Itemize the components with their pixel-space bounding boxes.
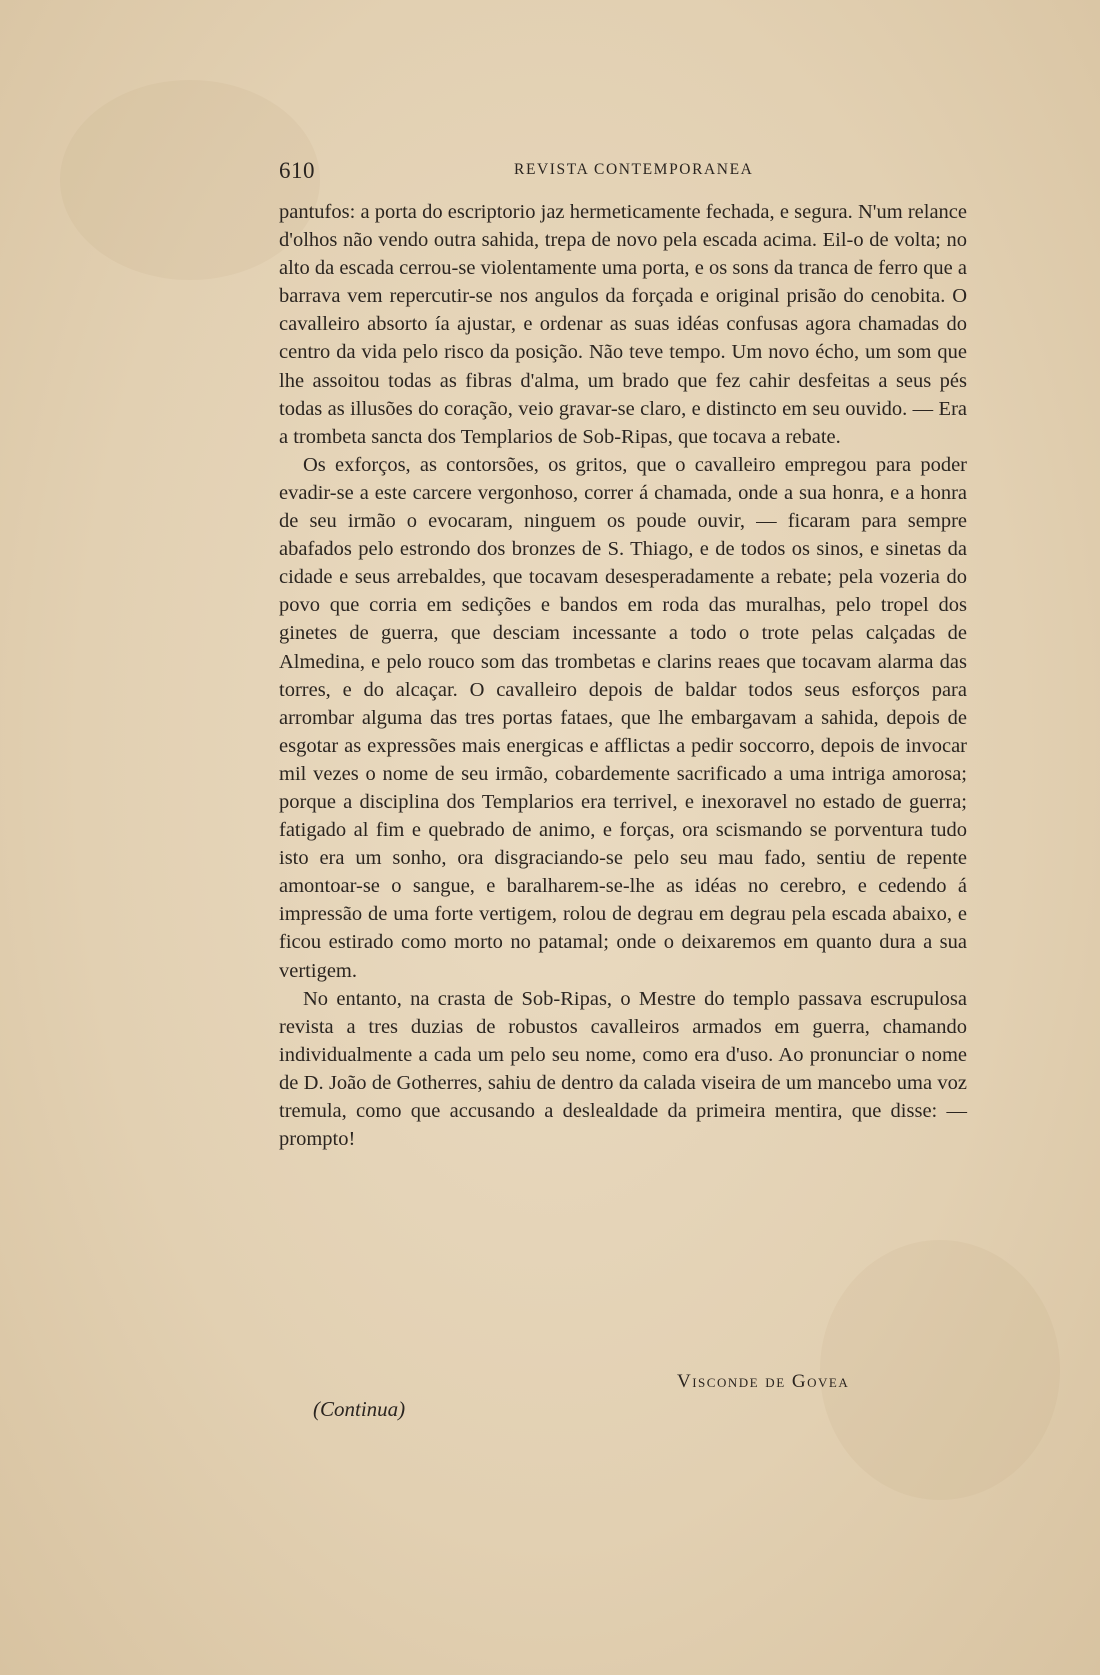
body-text [279, 198, 967, 1153]
paragraph: No entanto, na crasta de Sob-Ripas, o Mestre do templo passava escrupulosa revista a tres duzias de robustos cavalleiros armados em guerra, chamando individualmente a cada um pelo seu nome, como era d'uso. Ao pronunciar o nome de D. João de Gotherres, sahiu de dentro da calada viseira de um mancebo uma voz tremula, como que accusando a deslealdade da primeira mentira, que disse: — prompto! [279, 987, 967, 1151]
running-title: REVISTA CONTEMPORANEA [514, 161, 754, 178]
paragraph: pantufos: a porta do escriptorio jaz hermeticamente fechada, e segura. N'um relance d'olhos não vendo outra sahida, trepa de novo pela escada acima. Eil-o de volta; no alto da escada cerrou-se violentamente uma porta, e os sons da tranca de ferro que a barrava vem repercutir-se nos angulos da forçada e original prisão do cenobita. O cavalleiro absorto ía ajustar, e ordenar as suas idéas confusas agora chamadas do centro da vida pelo risco da posição. Não teve tempo. Um novo écho, um som que lhe assoitou todas as fibras d'alma, um brado que fez cahir desfeitas a seus pés todas as illusões do coração, veio gravar-se claro, e distincto em seu ouvido. — Era a trombeta sancta dos Templarios de Sob-Ripas, que tocava a rebate. [279, 201, 967, 448]
author-signature: Visconde de Govea [677, 1371, 850, 1392]
page-header [279, 158, 969, 186]
continuation-note: (Continua) [313, 1397, 406, 1421]
paragraph: Os exforços, as contorsões, os gritos, que o cavalleiro empregou para poder evadir-se a este carcere vergonhoso, correr á chamada, onde a sua honra, e a honra de seu irmão o evocaram, ninguem os poude ouvir, — ficaram para sempre abafados pelo estrondo dos bronzes de S. Thiago, e de todos os sinos, e sinetas da cidade e seus arrebaldes, que tocavam desesperadamente a rebate; pela vozeria do povo que corria em sedições e bandos em roda das muralhas, pelo tropel dos ginetes de guerra, que desciam incessante a todo o trote pelas calçadas de Almedina, e pelo rouco som das trombetas e clarins reaes que tocavam alarma das torres, e do alcaçar. O cavalleiro depois de baldar todos seus esforços para arrombar alguma das tres portas fataes, que lhe embargavam a sahida, depois de esgotar as expressões mais energicas e afflictas a pedir soccorro, depois de invocar mil vezes o nome de seu irmão, cobardemente sacrificado a uma intriga amorosa; porque a disciplina dos Templarios era terrivel, e inexoravel no estado de guerra; fatigado al fim e quebrado de animo, e forças, ora scismando se porventura tudo isto era um sonho, ora disgraciando-se pelo seu mau fado, sentiu de repente amontoar-se o sangue, e baralharem-se-lhe as idéas no cerebro, e cedendo á impressão de uma forte vertigem, rolou de degrau em degrau pela escada abaixo, e ficou estirado como morto no patamal; onde o deixaremos em quanto dura a sua vertigem. [279, 453, 967, 982]
paper-stain [820, 1240, 1060, 1500]
page-number: 610 [279, 158, 315, 183]
